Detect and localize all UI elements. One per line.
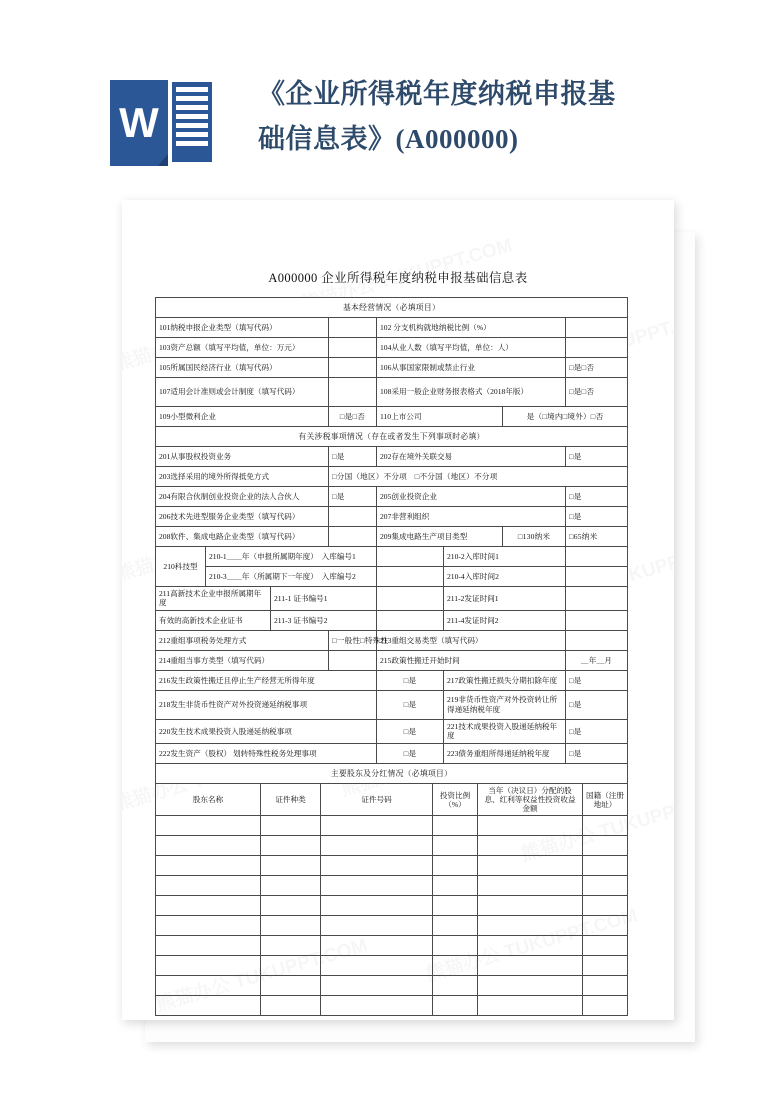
cell-r7-c5[interactable] xyxy=(583,956,628,976)
checkbox-221[interactable]: □是 xyxy=(566,719,628,743)
table-row xyxy=(156,447,628,467)
cell-r5-c1[interactable] xyxy=(261,916,321,936)
table-row xyxy=(156,338,628,358)
section-header-basic: 基本经营情况（必填项目） xyxy=(156,298,628,318)
cell-r2-c4[interactable] xyxy=(478,856,583,876)
cell-r7-c0[interactable] xyxy=(156,956,261,976)
table-row xyxy=(156,836,628,856)
checkbox-222[interactable]: □是 xyxy=(377,743,444,763)
cell-r9-c5[interactable] xyxy=(583,996,628,1016)
field-input-211-4[interactable] xyxy=(566,610,628,630)
field-label-109: 109小型微利企业 xyxy=(156,407,329,427)
cell-r8-c1[interactable] xyxy=(261,976,321,996)
field-input-210-2[interactable] xyxy=(566,547,628,567)
page-title-line-2: 础信息表》(A000000) xyxy=(258,124,519,154)
cell-r3-c4[interactable] xyxy=(478,876,583,896)
checkbox-209-130nm[interactable]: □130纳米 xyxy=(503,527,566,547)
table-row xyxy=(156,358,628,378)
cell-r4-c2[interactable] xyxy=(321,896,433,916)
checkbox-group-109[interactable]: □是□否 xyxy=(329,407,377,427)
cell-r9-c2[interactable] xyxy=(321,996,433,1016)
column-header-3: 投资比例（%） xyxy=(433,784,478,816)
page-title-line-1: 《企业所得税年度纳税申报基 xyxy=(258,79,616,109)
tax-form-table xyxy=(155,297,628,784)
table-row xyxy=(156,587,628,611)
field-label-205: 205创业投资企业 xyxy=(377,487,566,507)
cell-r8-c4[interactable] xyxy=(478,976,583,996)
field-label-210-2: 210-2入库时间1 xyxy=(444,547,566,567)
cell-r2-c1[interactable] xyxy=(261,856,321,876)
cell-r4-c3[interactable] xyxy=(433,896,478,916)
field-label-217: 217政策性搬迁损失分期扣除年度 xyxy=(444,670,566,690)
field-input-211-2[interactable] xyxy=(566,587,628,611)
cell-r8-c3[interactable] xyxy=(433,976,478,996)
page-title xyxy=(258,72,678,162)
field-label-206: 206技术先进型服务企业类型（填写代码） xyxy=(156,507,329,527)
table-row xyxy=(156,916,628,936)
cell-r7-c2[interactable] xyxy=(321,956,433,976)
table-row xyxy=(156,507,628,527)
table-row xyxy=(156,743,628,763)
cell-r8-c0[interactable] xyxy=(156,976,261,996)
checkbox-201[interactable]: □是 xyxy=(329,447,377,467)
word-document-icon xyxy=(110,80,214,166)
checkbox-202[interactable]: □是 xyxy=(566,447,628,467)
field-label-211-2: 211-2发证时间1 xyxy=(444,587,566,611)
table-row xyxy=(156,816,628,836)
checkbox-209-65nm[interactable]: □65纳米 xyxy=(566,527,628,547)
field-input-210-4[interactable] xyxy=(566,567,628,587)
field-label-216: 216发生政策性搬迁且停止生产经营无所得年度 xyxy=(156,670,377,690)
cell-r2-c2[interactable] xyxy=(321,856,433,876)
checkbox-223[interactable]: □是 xyxy=(566,743,628,763)
cell-r8-c2[interactable] xyxy=(321,976,433,996)
checkbox-216[interactable]: □是 xyxy=(377,670,444,690)
cell-r5-c3[interactable] xyxy=(433,916,478,936)
field-input-102[interactable] xyxy=(566,318,628,338)
cell-r0-c2[interactable] xyxy=(321,816,433,836)
table-row xyxy=(156,690,628,719)
word-icon-fold xyxy=(158,154,168,166)
cell-r7-c3[interactable] xyxy=(433,956,478,976)
table-row xyxy=(156,630,628,650)
cell-r5-c4[interactable] xyxy=(478,916,583,936)
field-input-211-3[interactable] xyxy=(377,610,444,630)
field-label-215: 215政策性搬迁开始时间 xyxy=(377,650,566,670)
word-icon-square xyxy=(110,80,168,166)
cell-r4-c4[interactable] xyxy=(478,896,583,916)
field-label-223: 223债务重组所得递延纳税年度 xyxy=(444,743,566,763)
field-label-211-3: 211-3 证书编号2 xyxy=(271,610,377,630)
cell-r5-c2[interactable] xyxy=(321,916,433,936)
shareholder-table xyxy=(155,783,628,1016)
table-row xyxy=(156,487,628,507)
cell-r9-c3[interactable] xyxy=(433,996,478,1016)
cell-r7-c1[interactable] xyxy=(261,956,321,976)
cell-r3-c5[interactable] xyxy=(583,876,628,896)
field-label-110: 110上市公司 xyxy=(377,407,503,427)
table-row xyxy=(156,650,628,670)
table-row xyxy=(156,610,628,630)
field-input-210-3[interactable] xyxy=(377,567,444,587)
cell-r6-c1[interactable] xyxy=(261,936,321,956)
table-row xyxy=(156,956,628,976)
table-row xyxy=(156,427,628,447)
cell-r1-c5[interactable] xyxy=(583,836,628,856)
table-row xyxy=(156,527,628,547)
cell-r2-c0[interactable] xyxy=(156,856,261,876)
cell-r6-c5[interactable] xyxy=(583,936,628,956)
table-row xyxy=(156,378,628,407)
field-label-211: 211高新技术企业申报所属期年度 xyxy=(156,587,271,611)
cell-r1-c2[interactable] xyxy=(321,836,433,856)
checkbox-204[interactable]: □是 xyxy=(329,487,377,507)
field-label-107: 107适用会计准则或会计制度（填写代码） xyxy=(156,378,329,407)
field-input-211-1[interactable] xyxy=(377,587,444,611)
table-row xyxy=(156,547,628,567)
checkbox-group-108[interactable]: □是□否 xyxy=(566,378,628,407)
field-label-207: 207非营利组织 xyxy=(377,507,566,527)
section-header-shareholders: 主要股东及分红情况（必填项目） xyxy=(156,763,628,783)
section-header-tax-matters: 有关涉税事项情况（存在或者发生下列事项时必填） xyxy=(156,427,628,447)
cell-r2-c5[interactable] xyxy=(583,856,628,876)
field-label-218: 218发生非货币性资产对外投资递延纳税事项 xyxy=(156,690,377,719)
cell-r6-c3[interactable] xyxy=(433,936,478,956)
field-label-221: 221技术成果投资入股递延纳税年度 xyxy=(444,719,566,743)
field-input-104[interactable] xyxy=(566,338,628,358)
field-input-213[interactable] xyxy=(566,630,628,650)
document-page-front[interactable] xyxy=(122,200,674,1020)
field-label-102: 102 分支机构就地纳税比例（%） xyxy=(377,318,566,338)
field-label-104: 104从业人数（填写平均值，单位：人） xyxy=(377,338,566,358)
field-input-215[interactable]: ＿年＿月 xyxy=(566,650,628,670)
cell-r6-c2[interactable] xyxy=(321,936,433,956)
column-header-4: 当年（决议日）分配的股息、红利等权益性投资收益金额 xyxy=(478,784,583,816)
cell-r2-c3[interactable] xyxy=(433,856,478,876)
cell-r5-c0[interactable] xyxy=(156,916,261,936)
field-label-103: 103资产总额（填写平均值，单位：万元） xyxy=(156,338,329,358)
cell-r0-c5[interactable] xyxy=(583,816,628,836)
document-preview-stack xyxy=(0,190,780,1102)
field-label-211-cert: 有效的高新技术企业证书 xyxy=(156,610,271,630)
field-label-210-3: 210-3＿＿年（所属期下一年度） 入库编号2 xyxy=(206,567,377,587)
table-row xyxy=(156,298,628,318)
field-label-222: 222发生资产（股权） 划转特殊性税务处理事项 xyxy=(156,743,377,763)
checkbox-group-106[interactable]: □是□否 xyxy=(566,358,628,378)
field-label-101: 101纳税申报企业类型（填写代码） xyxy=(156,318,329,338)
table-row xyxy=(156,719,628,743)
cell-r0-c4[interactable] xyxy=(478,816,583,836)
table-header-row xyxy=(156,784,628,816)
column-header-1: 证件种类 xyxy=(261,784,321,816)
field-label-210: 210科技型 xyxy=(156,547,206,587)
field-label-201: 201从事股权投资业务 xyxy=(156,447,329,467)
field-label-210-4: 210-4入库时间2 xyxy=(444,567,566,587)
checkbox-220[interactable]: □是 xyxy=(377,719,444,743)
cell-r4-c0[interactable] xyxy=(156,896,261,916)
cell-r9-c4[interactable] xyxy=(478,996,583,1016)
column-header-5: 国籍（注册地址） xyxy=(583,784,628,816)
cell-r3-c1[interactable] xyxy=(261,876,321,896)
column-header-2: 证件号码 xyxy=(321,784,433,816)
field-input-210-1[interactable] xyxy=(377,547,444,567)
table-row xyxy=(156,976,628,996)
field-input-105[interactable] xyxy=(329,358,377,378)
cell-r1-c0[interactable] xyxy=(156,836,261,856)
field-label-219: 219非货币性资产对外投资转让所得递延纳税年度 xyxy=(444,690,566,719)
page-header xyxy=(0,0,780,190)
cell-r8-c5[interactable] xyxy=(583,976,628,996)
cell-r4-c1[interactable] xyxy=(261,896,321,916)
field-label-211-1: 211-1 证书编号1 xyxy=(271,587,377,611)
checkbox-217[interactable]: □是 xyxy=(566,670,628,690)
field-label-106: 106从事国家限制或禁止行业 xyxy=(377,358,566,378)
field-label-108: 108采用一般企业财务报表格式（2018年版） xyxy=(377,378,566,407)
cell-r1-c4[interactable] xyxy=(478,836,583,856)
cell-r5-c5[interactable] xyxy=(583,916,628,936)
field-label-211-4: 211-4发证时间2 xyxy=(444,610,566,630)
cell-r4-c5[interactable] xyxy=(583,896,628,916)
field-label-214: 214重组当事方类型（填写代码） xyxy=(156,650,329,670)
cell-r6-c0[interactable] xyxy=(156,936,261,956)
table-row xyxy=(156,936,628,956)
field-input-107[interactable] xyxy=(329,378,377,407)
table-row xyxy=(156,567,628,587)
field-label-210-1: 210-1＿＿年（申报所属期年度） 入库编号1 xyxy=(206,547,377,567)
cell-r3-c2[interactable] xyxy=(321,876,433,896)
field-label-212: 212重组事项税务处理方式 xyxy=(156,630,329,650)
field-label-204: 204有限合伙制创业投资企业的法人合伙人 xyxy=(156,487,329,507)
cell-r0-c1[interactable] xyxy=(261,816,321,836)
table-row xyxy=(156,467,628,487)
field-label-208: 208软件、集成电路企业类型（填写代码） xyxy=(156,527,329,547)
cell-r3-c3[interactable] xyxy=(433,876,478,896)
field-label-213: 213重组交易类型（填写代码） xyxy=(377,630,566,650)
checkbox-219[interactable]: □是 xyxy=(566,690,628,719)
field-label-105: 105所属国民经济行业（填写代码） xyxy=(156,358,329,378)
table-row xyxy=(156,670,628,690)
cell-r1-c1[interactable] xyxy=(261,836,321,856)
column-header-0: 股东名称 xyxy=(156,784,261,816)
table-row xyxy=(156,763,628,783)
field-input-103[interactable] xyxy=(329,338,377,358)
word-icon-document-lines xyxy=(172,82,212,162)
checkbox-218[interactable]: □是 xyxy=(377,690,444,719)
cell-r3-c0[interactable] xyxy=(156,876,261,896)
checkbox-205[interactable]: □是 xyxy=(566,487,628,507)
table-row xyxy=(156,996,628,1016)
table-row xyxy=(156,856,628,876)
field-label-202: 202存在境外关联交易 xyxy=(377,447,566,467)
table-row xyxy=(156,876,628,896)
cell-r1-c3[interactable] xyxy=(433,836,478,856)
cell-r7-c4[interactable] xyxy=(478,956,583,976)
field-input-214[interactable] xyxy=(329,650,377,670)
field-input-206[interactable] xyxy=(329,507,377,527)
field-input-208[interactable] xyxy=(329,527,377,547)
field-label-209: 209集成电路生产项目类型 xyxy=(377,527,503,547)
checkbox-group-212[interactable]: □一般性□特殊性 xyxy=(329,630,377,650)
checkbox-207[interactable]: □是 xyxy=(566,507,628,527)
cell-r6-c4[interactable] xyxy=(478,936,583,956)
cell-r9-c0[interactable] xyxy=(156,996,261,1016)
cell-r0-c0[interactable] xyxy=(156,816,261,836)
sheet-title: A000000 企业所得税年度纳税申报基础信息表 xyxy=(268,271,528,285)
cell-r0-c3[interactable] xyxy=(433,816,478,836)
table-row xyxy=(156,318,628,338)
word-icon-letter: W xyxy=(119,99,159,146)
cell-r9-c1[interactable] xyxy=(261,996,321,1016)
checkbox-group-110[interactable]: 是（□境内□境外）□否 xyxy=(503,407,628,427)
table-row xyxy=(156,407,628,427)
field-label-220: 220发生技术成果投资入股递延纳税事项 xyxy=(156,719,377,743)
checkbox-group-203[interactable]: □分国（地区）不分项 □不分国（地区）不分项 xyxy=(329,467,628,487)
field-label-203: 203选择采用的境外所得抵免方式 xyxy=(156,467,329,487)
table-row xyxy=(156,896,628,916)
field-input-101[interactable] xyxy=(329,318,377,338)
